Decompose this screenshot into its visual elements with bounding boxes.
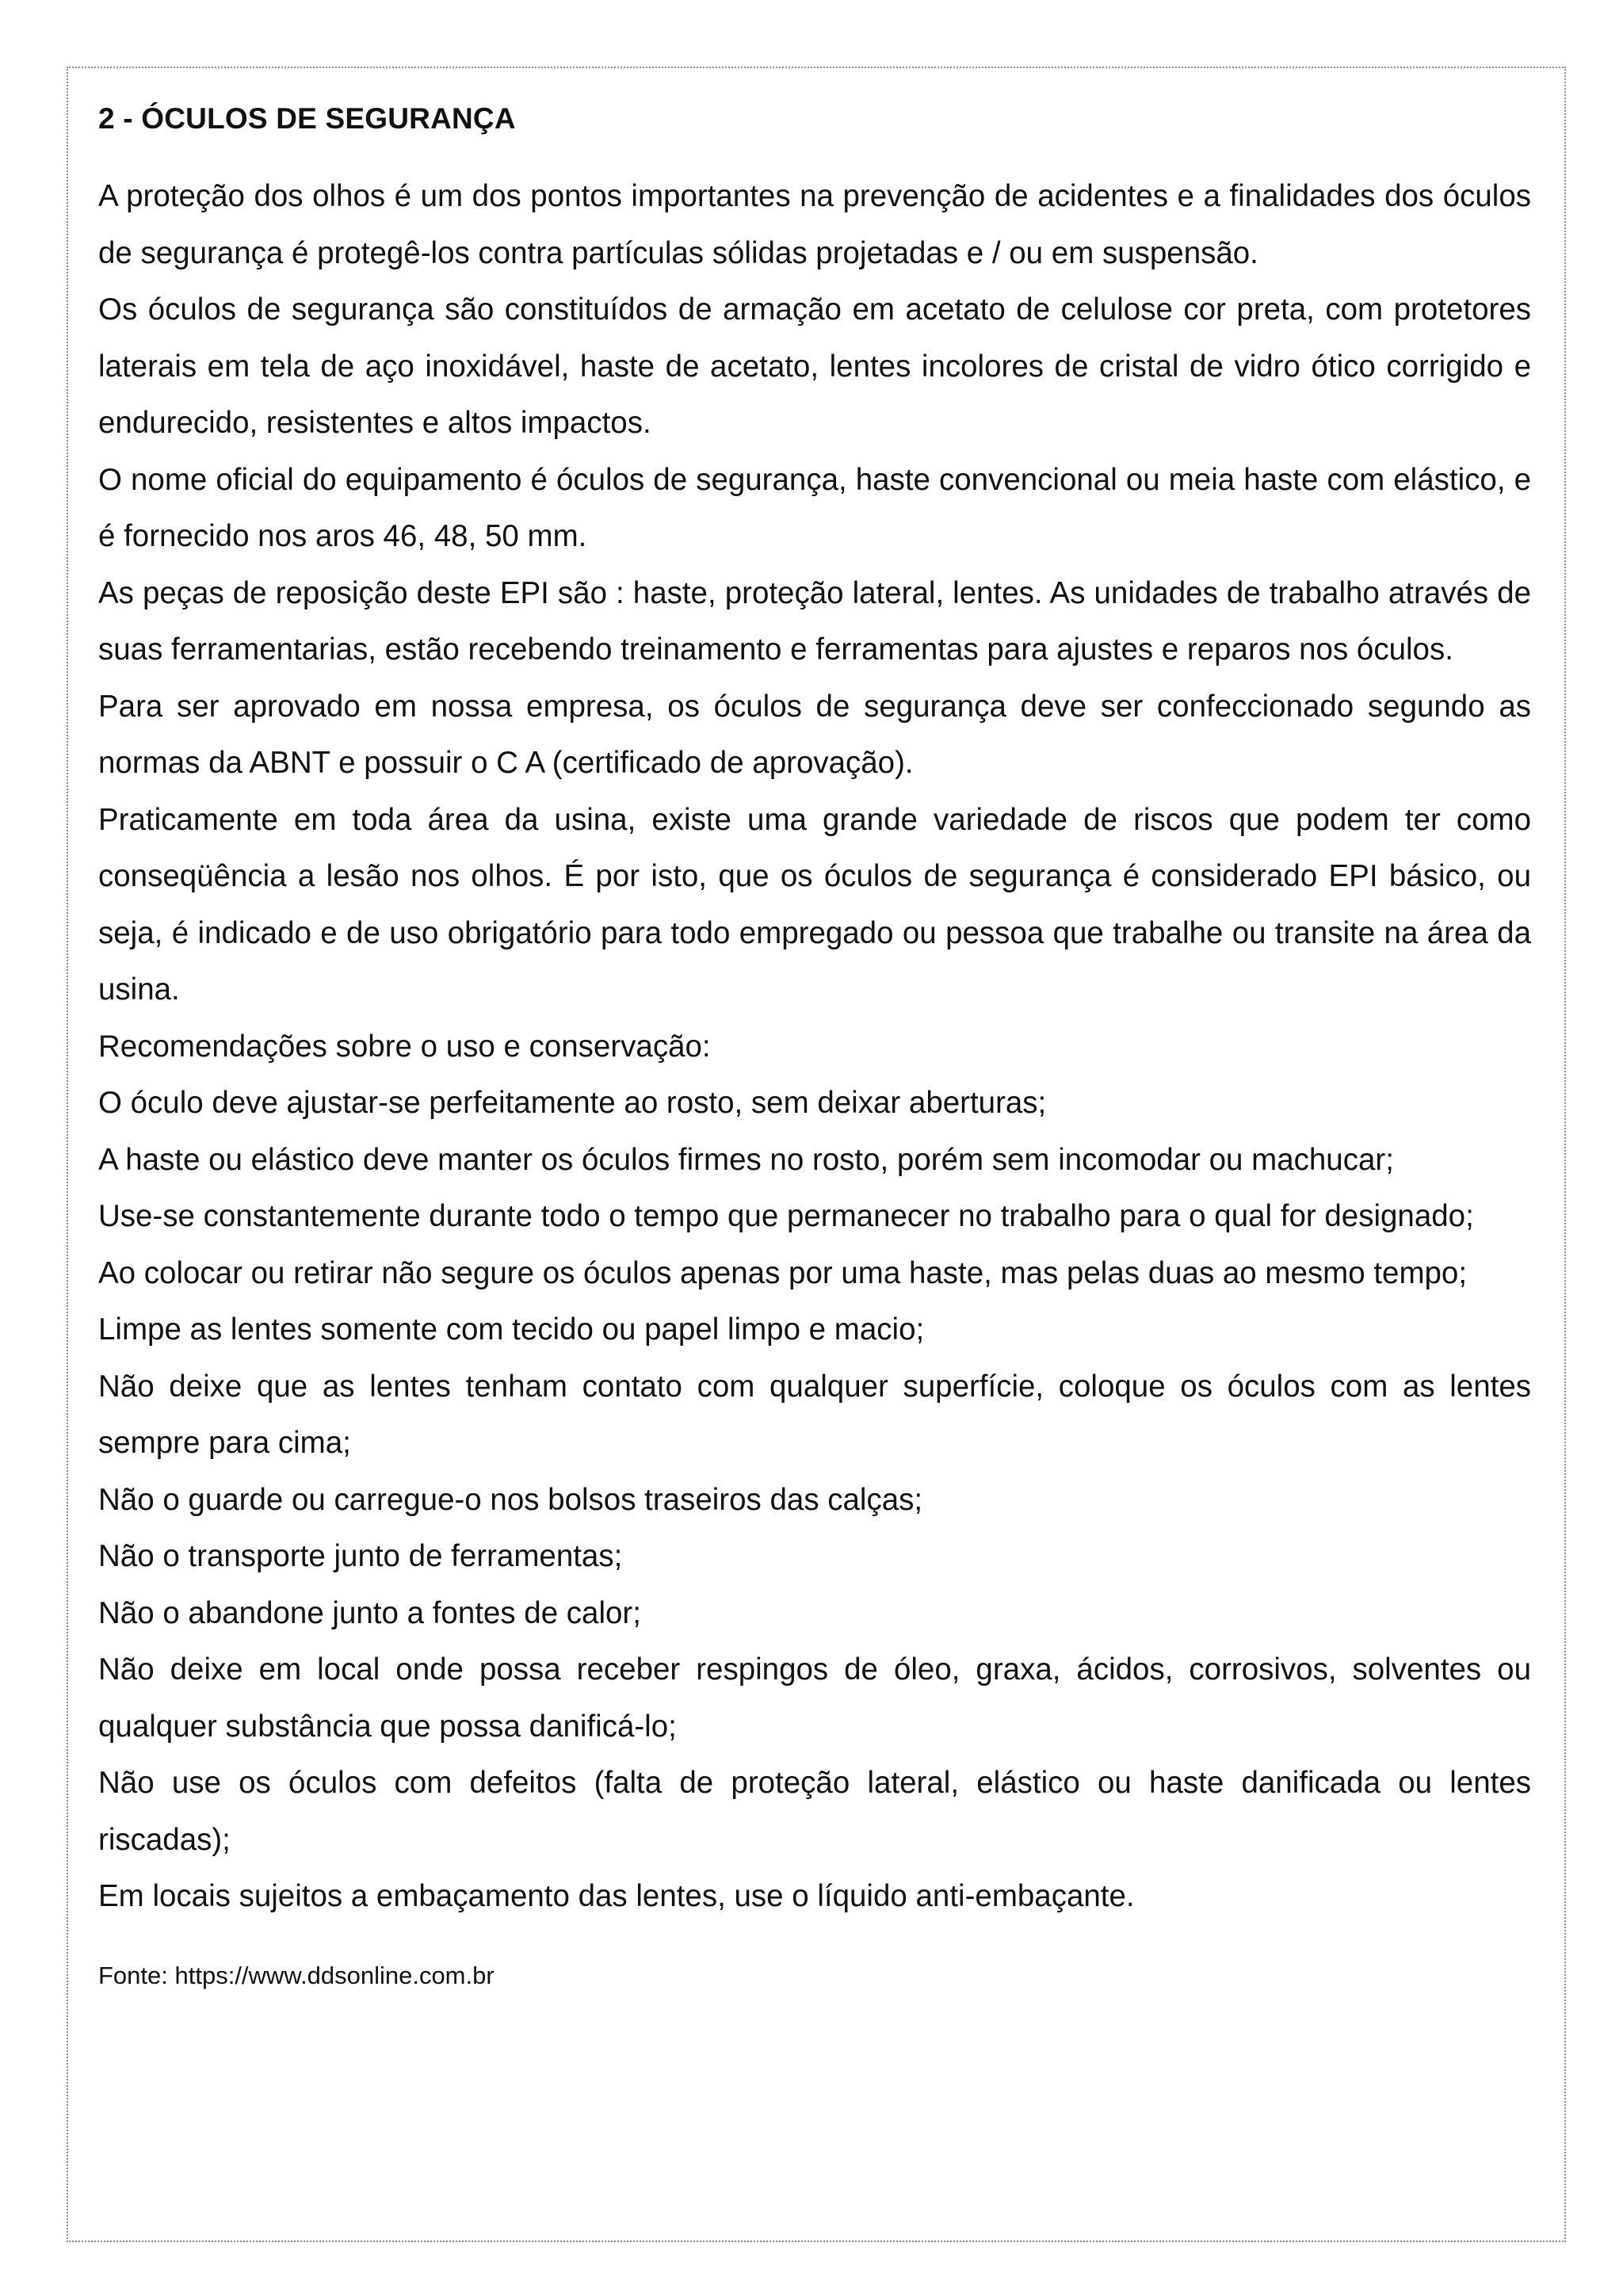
paragraph: Praticamente em toda área da usina, existe uma grande variedade de riscos que podem ter como conseqüência a lesão nos olhos. É por isto, que os óculos de segurança é considerado EPI básico, ou seja, é indicado e de uso obrigatório para todo empregado ou pessoa que trabalhe ou transite na área da usina. bbox=[98, 802, 1531, 1007]
source-citation: Fonte: https://www.ddsonline.com.br bbox=[98, 1961, 495, 1989]
recommendations-heading: Recomendações sobre o uso e conservação: bbox=[98, 1029, 711, 1064]
recommendation-item: Não o abandone junto a fontes de calor; bbox=[98, 1595, 641, 1630]
paragraph: A proteção dos olhos é um dos pontos importantes na prevenção de acidentes e a finalidades dos óculos de segurança é protegê-los contra partículas sólidas projetadas e / ou em suspensão. bbox=[98, 179, 1531, 270]
document-body bbox=[98, 101, 1531, 1992]
recommendation-item: Não o transporte junto de ferramentas; bbox=[98, 1539, 623, 1573]
recommendation-item: Use-se constantemente durante todo o tempo que permanecer no trabalho para o qual for designado; bbox=[98, 1199, 1474, 1233]
paragraph: Para ser aprovado em nossa empresa, os óculos de segurança deve ser confeccionado segundo as normas da ABNT e possuir o C A (certificado de aprovação). bbox=[98, 689, 1531, 780]
paragraph: O nome oficial do equipamento é óculos de segurança, haste convencional ou meia haste com elástico, e é fornecido nos aros 46, 48, 50 mm. bbox=[98, 462, 1531, 553]
recommendation-item: Limpe as lentes somente com tecido ou papel limpo e macio; bbox=[98, 1312, 925, 1347]
recommendation-item: Não deixe que as lentes tenham contato com qualquer superfície, coloque os óculos com as lentes sempre para cima; bbox=[98, 1369, 1531, 1460]
recommendation-item: Em locais sujeitos a embaçamento das lentes, use o líquido anti-embaçante. bbox=[98, 1879, 1135, 1913]
document-title: 2 - ÓCULOS DE SEGURANÇA bbox=[98, 102, 516, 135]
paragraph: Os óculos de segurança são constituídos de armação em acetato de celulose cor preta, com protetores laterais em tela de aço inoxidável, haste de acetato, lentes incolores de cristal de vidro ótico corrigido e endurecido, resistentes e altos impactos. bbox=[98, 292, 1531, 440]
paragraph: As peças de reposição deste EPI são : haste, proteção lateral, lentes. As unidades de trabalho através de suas ferramentarias, estão recebendo treinamento e ferramentas para ajustes e reparos nos óculos. bbox=[98, 575, 1531, 667]
recommendation-item: Não deixe em local onde possa receber respingos de óleo, graxa, ácidos, corrosivos, solventes ou qualquer substância que possa danificá-lo; bbox=[98, 1652, 1531, 1744]
recommendation-item: O óculo deve ajustar-se perfeitamente ao rosto, sem deixar aberturas; bbox=[98, 1086, 1047, 1120]
recommendation-item: Ao colocar ou retirar não segure os óculos apenas por uma haste, mas pelas duas ao mesmo tempo; bbox=[98, 1255, 1468, 1290]
recommendation-item: A haste ou elástico deve manter os óculos firmes no rosto, porém sem incomodar ou machucar; bbox=[98, 1142, 1394, 1177]
recommendation-item: Não o guarde ou carregue-o nos bolsos traseiros das calças; bbox=[98, 1482, 923, 1517]
recommendation-item: Não use os óculos com defeitos (falta de proteção lateral, elástico ou haste danificada ou lentes riscadas); bbox=[98, 1766, 1531, 1857]
